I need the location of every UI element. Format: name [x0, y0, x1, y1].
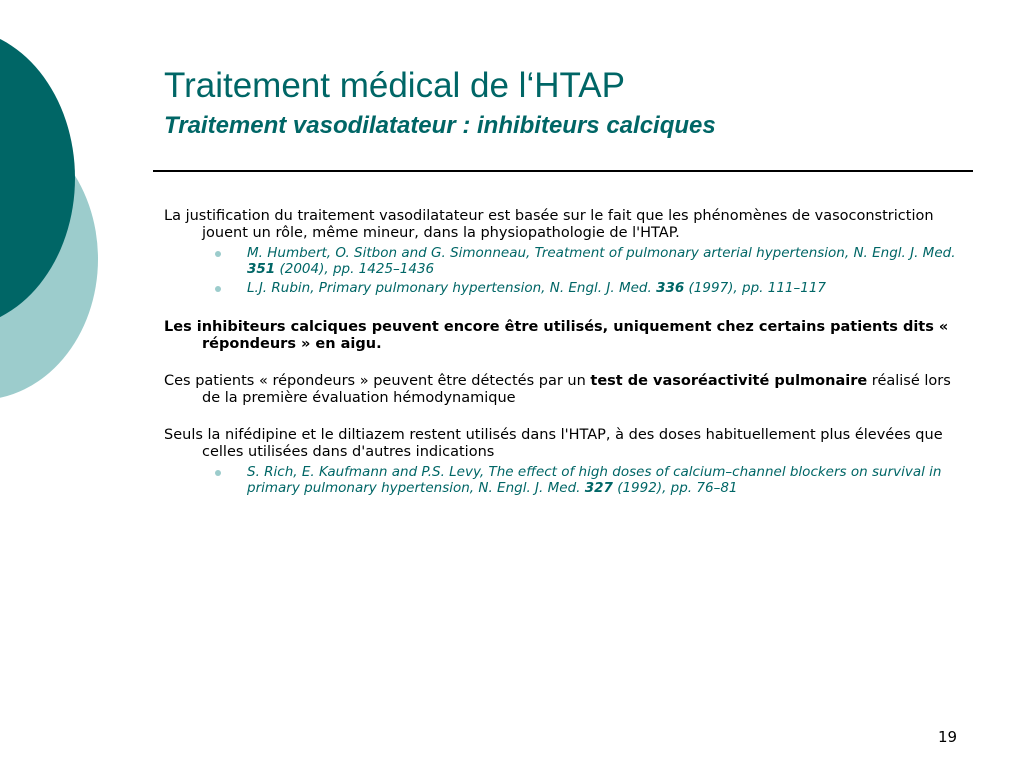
reference-text: S. Rich, E. Kaufmann and P.S. Levy, The effect of high doses of calcium–channel blockers on survival in primary pulmonary hypertension, N. Engl. J. Med.	[247, 464, 942, 496]
reference-pages: (1992), pp. 76–81	[612, 480, 738, 496]
reference-volume: 327	[584, 480, 613, 496]
reference-volume: 336	[656, 280, 685, 296]
paragraph-responders-after: réalisé lors de la première évaluation hémodynamique	[202, 373, 951, 406]
reference-item	[164, 464, 964, 496]
slide-body	[164, 208, 964, 499]
reference-list	[164, 245, 964, 296]
bullet-icon	[215, 251, 221, 257]
reference-item	[164, 245, 964, 277]
reference-text: L.J. Rubin, Primary pulmonary hypertension, N. Engl. J. Med.	[247, 280, 657, 296]
paragraph-responders	[164, 373, 964, 407]
title-divider	[153, 170, 973, 172]
paragraph-inhibitors	[164, 319, 964, 353]
slide-subtitle: Traitement vasodilatateur : inhibiteurs calciques	[164, 112, 716, 139]
slide-title: Traitement médical de l‘HTAP	[164, 66, 625, 105]
reference-text: M. Humbert, O. Sitbon and G. Simonneau, Treatment of pulmonary arterial hypertension, N. Engl. J. Med.	[247, 245, 956, 261]
page-number: 19	[938, 728, 958, 746]
reference-pages: (1997), pp. 111–117	[684, 280, 827, 296]
bullet-icon	[215, 286, 221, 292]
paragraph-justification: La justification du traitement vasodilatateur est basée sur le fait que les phénomènes de vasoconstriction jouent un rôle, même mineur, dans la physiopathologie de l'HTAP.	[164, 208, 934, 241]
paragraph-responders-bold: test de vasoréactivité pulmonaire	[590, 373, 868, 389]
paragraph-inhibitors-text: Les inhibiteurs calciques peuvent encore être utilisés, uniquement chez certains patients dits « répondeurs » en aigu.	[164, 319, 949, 352]
paragraph-nifedipine: Seuls la nifédipine et le diltiazem restent utilisés dans l'HTAP, à des doses habituellement plus élevées que celles utilisées dans d'autres indications	[164, 427, 943, 460]
bullet-icon	[215, 470, 221, 476]
reference-item	[164, 280, 964, 296]
reference-pages: (2004), pp. 1425–1436	[275, 261, 435, 277]
reference-volume: 351	[247, 261, 276, 277]
paragraph-responders-before: Ces patients « répondeurs » peuvent être détectés par un	[164, 373, 591, 389]
reference-list	[164, 464, 964, 496]
